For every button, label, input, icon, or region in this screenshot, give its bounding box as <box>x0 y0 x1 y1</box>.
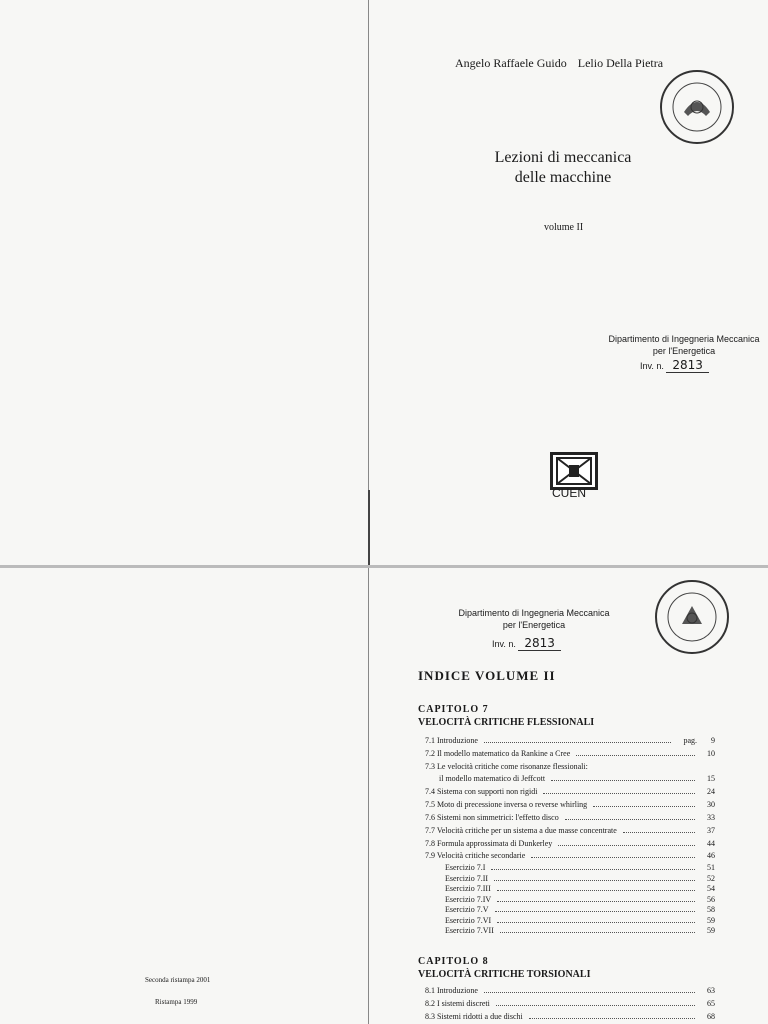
toc-dot-leader <box>497 890 695 891</box>
title-line-1: Lezioni di meccanica <box>494 149 632 166</box>
toc-dot-leader <box>623 832 695 833</box>
toc-entry <box>425 999 715 1010</box>
toc-entry-page: 51 <box>707 863 715 872</box>
toc-entry-label: 7.5 Moto di precessione inversa o reverse whirling <box>425 800 588 809</box>
toc-dot-leader <box>565 819 695 820</box>
toc-dot-leader <box>484 742 671 743</box>
toc-entry-label: 7.4 Sistema con supporti non rigidi <box>425 787 538 796</box>
toc-entry-page: 33 <box>707 813 715 822</box>
toc-entry-page: 65 <box>707 999 715 1008</box>
toc-entry-label: Esercizio 7.VII <box>445 926 494 935</box>
toc-entry <box>425 1012 715 1023</box>
chapter-8-heading: CAPITOLO 8 <box>418 956 489 967</box>
toc-entry-label: 8.2 I sistemi discreti <box>425 999 490 1008</box>
toc-dot-leader <box>531 857 695 858</box>
toc-entry-label: Esercizio 7.III <box>445 884 491 893</box>
toc-dot-leader <box>494 880 695 881</box>
toc-entry-label: Esercizio 7.IV <box>445 895 492 904</box>
toc-dot-leader <box>543 793 695 794</box>
toc-dot-leader <box>551 780 695 781</box>
department-line-2: per l'Energetica <box>652 346 716 356</box>
toc-entry-label: Esercizio 7.I <box>445 863 486 872</box>
toc-entry-label: 7.2 Il modello matematico da Rankine a Cree <box>425 749 571 758</box>
toc-entry <box>425 787 715 798</box>
toc-entry-label: 8.3 Sistemi ridotti a due dischi <box>425 1012 523 1021</box>
toc-entry-page: 15 <box>707 774 715 783</box>
toc-dot-leader <box>497 901 695 902</box>
toc-entry <box>425 986 715 997</box>
university-stamp <box>660 70 734 144</box>
toc-entry <box>425 762 715 773</box>
department-stamp-index <box>450 607 618 631</box>
chapter-7-heading: CAPITOLO 7 <box>418 704 489 715</box>
publisher-name: CUEN <box>552 486 587 500</box>
toc-entry-label: 8.1 Introduzione <box>425 986 478 995</box>
author-2: Lelio Della Pietra <box>577 56 664 70</box>
toc-entry <box>425 926 715 937</box>
toc-entry <box>425 826 715 837</box>
inventory-label: Inv. n. <box>640 361 664 371</box>
inventory-handwritten-number: 2813 <box>666 358 709 373</box>
toc-dot-leader <box>500 932 695 933</box>
toc-entry-page: 52 <box>707 874 715 883</box>
stamp-ring-icon <box>662 72 732 142</box>
author-1: Angelo Raffaele Guido <box>455 56 567 70</box>
index-inventory-label: Inv. n. <box>492 639 516 649</box>
toc-entry-label: 7.6 Sistemi non simmetrici: l'effetto disco <box>425 813 559 822</box>
inventory-number-cover <box>640 358 709 372</box>
toc-entry-page: 44 <box>707 839 715 848</box>
cuen-logo <box>550 452 598 490</box>
spine-fold-top <box>368 0 369 565</box>
toc-dot-leader <box>529 1018 695 1019</box>
toc-entry <box>425 905 715 916</box>
toc-entry-page: 9 <box>711 736 715 745</box>
toc-entry-page: 58 <box>707 905 715 914</box>
toc-entry-page: 54 <box>707 884 715 893</box>
toc-dot-leader <box>593 806 695 807</box>
toc-entry-label: 7.8 Formula approssimata di Dunkerley <box>425 839 553 848</box>
toc-entry-label: 7.1 Introduzione <box>425 736 478 745</box>
toc-entry <box>425 736 715 747</box>
volume-label: volume II <box>544 222 584 233</box>
toc-dot-leader <box>497 922 695 923</box>
toc-entry-page: 10 <box>707 749 715 758</box>
chapter-7-subtitle: VELOCITÀ CRITICHE FLESSIONALI <box>418 717 595 728</box>
toc-entry-page: 59 <box>707 926 715 935</box>
scan-separator <box>0 565 768 568</box>
toc-entry <box>425 774 715 785</box>
inventory-number-index <box>492 636 561 650</box>
toc-entry-page: 68 <box>707 1012 715 1021</box>
toc-dot-leader <box>491 869 695 870</box>
toc-entry-label: Esercizio 7.V <box>445 905 489 914</box>
authors <box>455 56 663 71</box>
toc-entry-label: il modello matematico di Jeffcott <box>439 774 546 783</box>
reprint-1999: Ristampa 1999 <box>155 998 198 1006</box>
reprint-2001: Seconda ristampa 2001 <box>145 976 211 984</box>
toc-entry-label: 7.7 Velocità critiche per un sistema a due masse concentrate <box>425 826 617 835</box>
index-department-line-2: per l'Energetica <box>502 620 566 630</box>
index-title: INDICE VOLUME II <box>418 668 556 683</box>
index-stamp-ring-icon <box>657 582 727 652</box>
toc-entry <box>425 863 715 874</box>
cuen-logo-icon <box>553 455 595 487</box>
toc-entry-page: 24 <box>707 787 715 796</box>
toc-entry-page: 30 <box>707 800 715 809</box>
toc-dot-leader <box>558 845 695 846</box>
spine-shadow-top <box>368 490 370 565</box>
toc-entry-page: 37 <box>707 826 715 835</box>
spine-fold-bottom <box>368 568 369 1024</box>
toc-entry-page: 56 <box>707 895 715 904</box>
toc-dot-leader <box>495 911 695 912</box>
toc-entry-label: 7.3 Le velocità critiche come risonanze flessionali: <box>425 762 588 771</box>
toc-entry <box>425 839 715 850</box>
cover-left-blank-page <box>0 0 368 565</box>
toc-dot-leader <box>576 755 695 756</box>
toc-entry-label: Esercizio 7.II <box>445 874 489 883</box>
department-line-1: Dipartimento di Ingegneria Meccanica <box>608 334 760 344</box>
department-stamp-cover <box>600 333 768 357</box>
toc-pag-label: pag. <box>683 736 697 745</box>
toc-entry-label: 7.9 Velocità critiche secondarie <box>425 851 526 860</box>
toc-entry-page: 59 <box>707 916 715 925</box>
index-inventory-handwritten-number: 2813 <box>518 636 561 651</box>
colophon-page <box>0 568 368 1024</box>
title-line-2: delle macchine <box>514 169 612 186</box>
toc-entry <box>425 851 715 862</box>
index-university-stamp <box>655 580 729 654</box>
toc-entry <box>425 800 715 811</box>
toc-entry <box>425 813 715 824</box>
toc-dot-leader <box>496 1005 695 1006</box>
toc-entry <box>425 884 715 895</box>
toc-entry-page: 46 <box>707 851 715 860</box>
toc-entry-label: Esercizio 7.VI <box>445 916 492 925</box>
chapter-8-subtitle: VELOCITÀ CRITICHE TORSIONALI <box>418 969 591 980</box>
toc-entry <box>425 749 715 760</box>
book-title <box>470 148 656 188</box>
index-department-line-1: Dipartimento di Ingegneria Meccanica <box>458 608 610 618</box>
toc-dot-leader <box>484 992 695 993</box>
toc-entry-page: 63 <box>707 986 715 995</box>
